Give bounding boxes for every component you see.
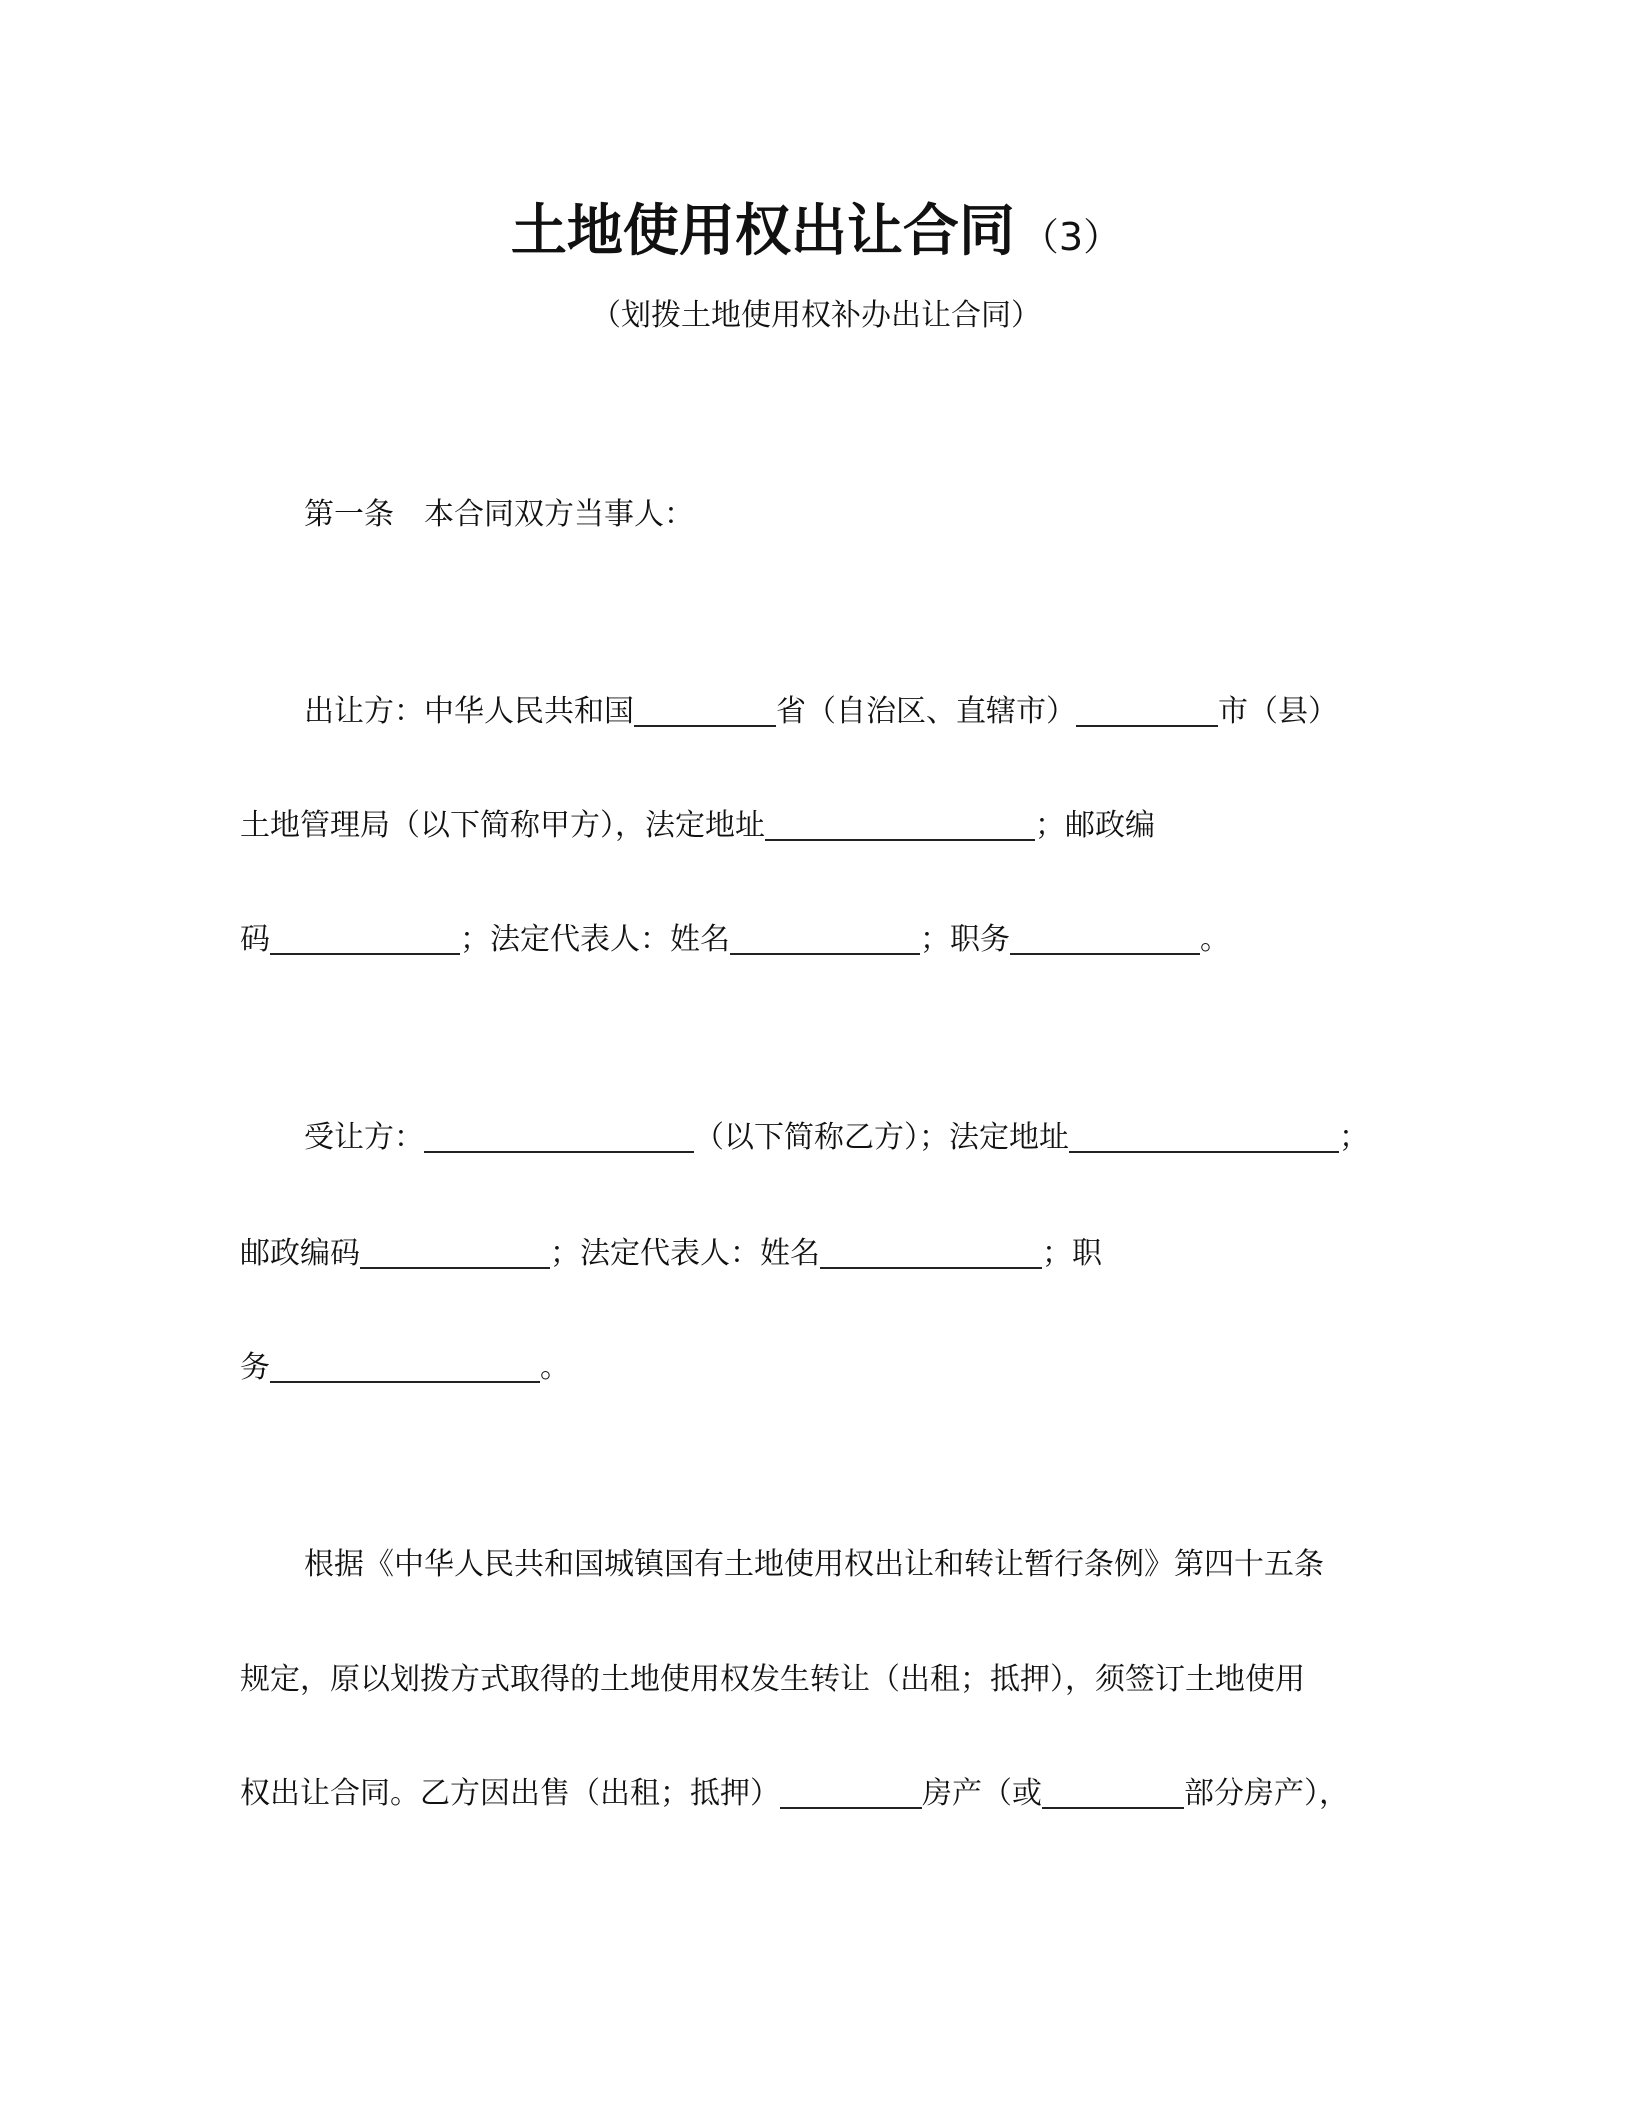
grantee-rep-title-label-end: 务 — [240, 1350, 270, 1385]
grantee-rep-name-blank[interactable] — [820, 1233, 1042, 1269]
basis-line-2: 规定，原以划拨方式取得的土地使用权发生转让（出租；抵押），须签订土地使用 — [240, 1662, 1305, 1697]
title-number: （3） — [1020, 215, 1122, 259]
property-blank[interactable] — [780, 1773, 922, 1809]
grantor-rep-title-label: ；职务 — [920, 922, 1010, 957]
grantee-postcode-label: 邮政编码 — [240, 1236, 360, 1271]
title-text: 土地使用权出让合同 — [510, 199, 1015, 264]
grantee-semicolon: ； — [1339, 1120, 1369, 1155]
grantor-line-1 — [304, 690, 1338, 734]
basis-line-1: 根据《中华人民共和国城镇国有土地使用权出让和转让暂行条例》第四十五条 — [304, 1547, 1324, 1582]
article-1-heading — [304, 493, 694, 537]
grantee-rep-title-label-start: ；职 — [1042, 1236, 1102, 1271]
grantor-postcode-label-start: ；邮政编 — [1035, 808, 1155, 843]
grantee-name-blank[interactable] — [424, 1117, 694, 1153]
grantor-period: 。 — [1200, 922, 1230, 957]
document-subtitle: （划拨土地使用权补办出让合同） — [591, 298, 1041, 333]
grantee-address-blank[interactable] — [1069, 1117, 1339, 1153]
province-blank[interactable] — [634, 691, 776, 727]
grantee-line-2 — [240, 1232, 1102, 1276]
grantee-label: 受让方： — [304, 1120, 424, 1155]
grantee-period: 。 — [540, 1350, 570, 1385]
partial-property-blank[interactable] — [1042, 1773, 1184, 1809]
grantee-rep-name-label: ；法定代表人：姓名 — [550, 1236, 820, 1271]
grantor-address-label: 土地管理局（以下简称甲方），法定地址 — [240, 808, 765, 843]
property-or-label: 房产（或 — [922, 1776, 1042, 1811]
grantor-postcode-label-end: 码 — [240, 922, 270, 957]
city-label: 市（县） — [1218, 694, 1338, 729]
partial-property-label: 部分房产）， — [1184, 1776, 1349, 1811]
grantee-rep-title-blank[interactable] — [270, 1347, 540, 1383]
article-1-label: 第一条 — [304, 497, 394, 532]
document-title — [0, 192, 1632, 277]
grantor-postcode-blank[interactable] — [270, 919, 460, 955]
grantor-rep-name-blank[interactable] — [730, 919, 920, 955]
grantor-address-blank[interactable] — [765, 805, 1035, 841]
grantee-line-1 — [304, 1116, 1369, 1160]
grantor-line-3 — [240, 918, 1230, 962]
city-blank[interactable] — [1076, 691, 1218, 727]
grantor-country-text: 出让方：中华人民共和国 — [304, 694, 634, 729]
basis-sale-text: 权出让合同。乙方因出售（出租；抵押） — [240, 1776, 780, 1811]
grantor-line-2 — [240, 804, 1155, 848]
grantor-rep-title-blank[interactable] — [1010, 919, 1200, 955]
grantee-address-label: （以下简称乙方）；法定地址 — [694, 1120, 1069, 1155]
province-label: 省（自治区、直辖市） — [776, 694, 1076, 729]
grantee-line-3 — [240, 1346, 570, 1390]
grantor-rep-name-label: ；法定代表人：姓名 — [460, 922, 730, 957]
article-1-text: 本合同双方当事人： — [424, 497, 694, 532]
grantee-postcode-blank[interactable] — [360, 1233, 550, 1269]
basis-line-3 — [240, 1772, 1349, 1816]
